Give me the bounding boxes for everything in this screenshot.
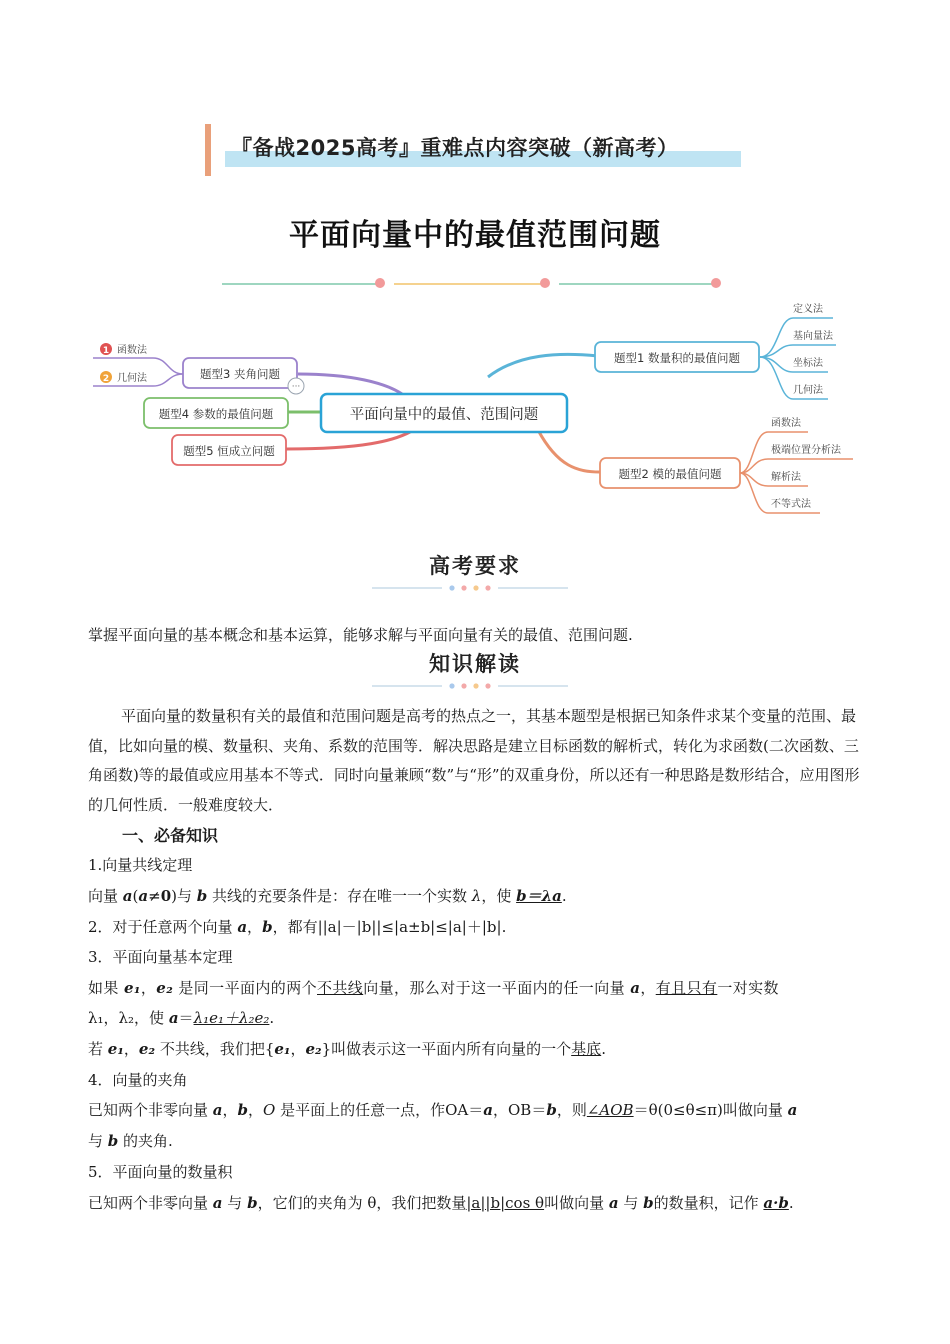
b1-leaf-1: 定义法 bbox=[793, 304, 823, 315]
b3-leaf-2: 几何法 bbox=[117, 373, 147, 384]
b3-leaf-1: 函数法 bbox=[117, 345, 147, 356]
essential-heading: 一、必备知识 bbox=[122, 826, 219, 845]
item3-line1: 如果 e₁，e₂ 是同一平面内的两个不共线向量，那么对于这一平面内的任一向量 a，有且只有一对实数 bbox=[88, 979, 779, 997]
branch-2-label: 题型2 模的最值问题 bbox=[618, 467, 722, 481]
b1-leaf-4: 几何法 bbox=[793, 385, 823, 396]
item5-line1: 已知两个非零向量 a 与 b，它们的夹角为 θ，我们把数量|a||b|cos θ叫做向量 a 与 b的数量积，记作 a·b. bbox=[88, 1194, 794, 1212]
item4-line2: 与 b 的夹角. bbox=[88, 1132, 173, 1150]
section-title-requirements: 高考要求 bbox=[429, 554, 521, 578]
b2-leaf-2: 极端位置分析法 bbox=[771, 445, 841, 456]
b3-leaf-2-number: 2 bbox=[102, 374, 110, 384]
item4-line1: 已知两个非零向量 a，b，O 是平面上的任意一点，作OA＝a，OB＝b，则∠AOB＝θ(0≤θ≤π)叫做向量 a bbox=[88, 1101, 798, 1119]
b3-leaf-1-number: 1 bbox=[102, 346, 110, 356]
item3-line2: λ₁，λ₂，使 a＝λ₁e₁＋λ₂e₂. bbox=[88, 1009, 275, 1027]
b2-leaf-1: 函数法 bbox=[771, 418, 801, 429]
leaf-line-b2-2 bbox=[740, 459, 853, 473]
item3-title: 3．平面向量基本定理 bbox=[88, 948, 233, 966]
branch-5-label: 题型5 恒成立问题 bbox=[183, 444, 275, 458]
section-divider-requirements bbox=[372, 582, 568, 594]
branch-4-label: 题型4 参数的最值问题 bbox=[158, 407, 274, 421]
page-title: 平面向量中的最值范围问题 bbox=[289, 218, 661, 253]
banner-text: 『备战2025高考』重难点内容突破（新高考） bbox=[231, 136, 679, 160]
b2-leaf-3: 解析法 bbox=[771, 472, 801, 483]
connector-b1 bbox=[488, 354, 598, 377]
more-options-glyph: ··· bbox=[291, 382, 301, 392]
branch-1-label: 题型1 数量积的最值问题 bbox=[614, 351, 740, 365]
item2-statement: 2．对于任意两个向量 a，b，都有||a|－|b||≤|a±b|≤|a|＋|b|. bbox=[88, 918, 507, 936]
item3-line3: 若 e₁，e₂ 不共线，我们把{e₁，e₂}叫做表示这一平面内所有向量的一个基底. bbox=[88, 1040, 606, 1058]
center-node-label: 平面向量中的最值、范围问题 bbox=[349, 407, 539, 423]
item5-title: 5．平面向量的数量积 bbox=[88, 1163, 233, 1181]
triangle-inequality: ||a|－|b||≤|a±b|≤|a|＋|b| bbox=[317, 918, 502, 936]
branch-3-label: 题型3 夹角问题 bbox=[200, 367, 280, 381]
connector-b2 bbox=[538, 430, 600, 472]
knowledge-intro: 平面向量的数量积有关的最值和范围问题是高考的热点之一，其基本题型是根据已知条件求某个变量的范围、最值，比如向量的模、数量积、夹角、系数的范围等．解决思路是建立目标函数的解析式，转化为求函数(二次函数、三角函数)等的最值或应用基本不等式．同时向量兼顾“数”与“形”的双重身份，所以还有一种思路是数形结合，应用图形的几何性质．一般难度较大． bbox=[88, 707, 860, 814]
collinear-formula: b＝λa bbox=[516, 887, 562, 905]
section-title-knowledge: 知识解读 bbox=[429, 652, 521, 676]
b2-leaf-4: 不等式法 bbox=[771, 499, 811, 510]
b1-leaf-3: 坐标法 bbox=[793, 358, 823, 369]
requirements-text: 掌握平面向量的基本概念和基本运算，能够求解与平面向量有关的最值、范围问题. bbox=[88, 626, 633, 644]
header-banner bbox=[205, 124, 745, 176]
item1-title: 1.向量共线定理 bbox=[88, 856, 193, 874]
banner-accent-bar bbox=[205, 124, 211, 176]
section-divider-knowledge bbox=[372, 680, 568, 692]
mindmap bbox=[88, 292, 868, 522]
title-divider bbox=[222, 278, 722, 290]
item1-statement: 向量 a(a≠0)与 b 共线的充要条件是：存在唯一一个实数 λ，使 b＝λa. bbox=[88, 887, 567, 905]
item4-title: 4．向量的夹角 bbox=[88, 1071, 188, 1089]
b1-leaf-2: 基向量法 bbox=[793, 331, 833, 342]
